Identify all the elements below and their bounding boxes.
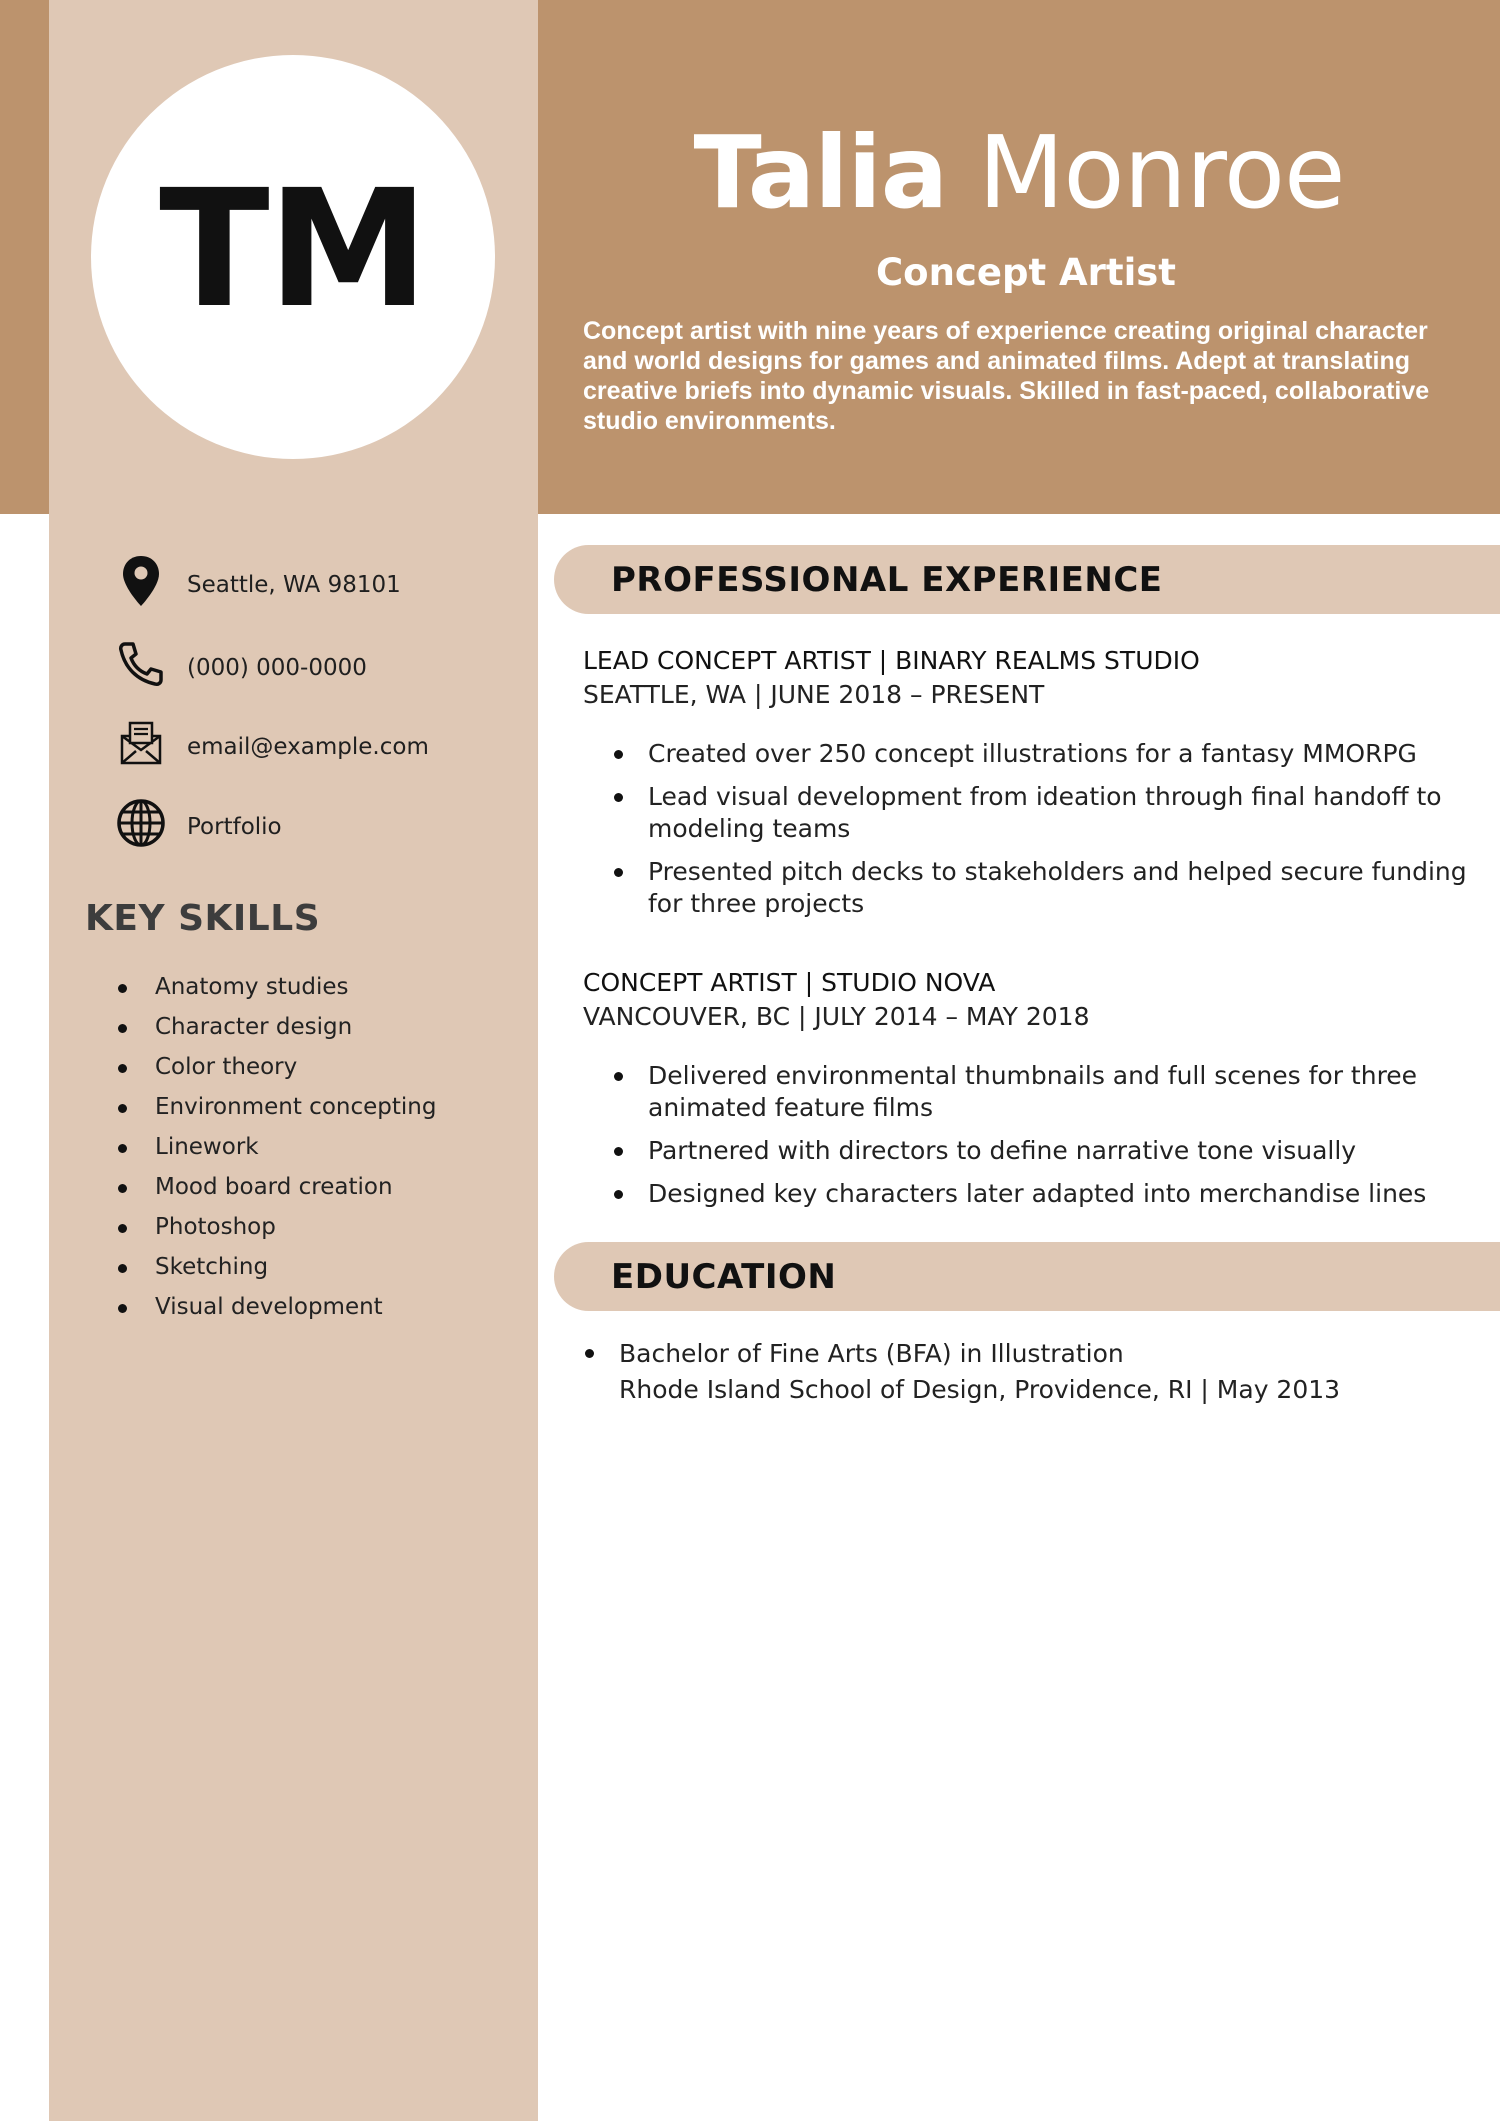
contact-email[interactable]: [115, 717, 515, 777]
skill-item: Anatomy studies: [115, 971, 436, 1011]
skills-heading: KEY SKILLS: [85, 898, 321, 939]
list-item: Created over 250 concept illustrations for a fantasy MMORPG: [612, 738, 1472, 770]
job-2-title: CONCEPT ARTIST | STUDIO NOVA: [583, 968, 996, 997]
job-2-bullets: [612, 1060, 1472, 1221]
contact-portfolio[interactable]: [115, 797, 515, 857]
job-1-bullets: [612, 738, 1472, 931]
education-heading: EDUCATION: [611, 1256, 837, 1297]
monogram-badge: [91, 55, 495, 459]
job-1-title: LEAD CONCEPT ARTIST | BINARY REALMS STUDIO: [583, 646, 1200, 675]
experience-section-header: [554, 545, 1500, 614]
profile-summary: Concept artist with nine years of experience creating original character and world designs for games and animated films. Adept at translating creative briefs into dynamic visuals. Skilled in fast-paced, collaborative studio environments.: [583, 317, 1430, 435]
monogram: TM: [159, 156, 427, 344]
job-title-headline: Concept Artist: [876, 251, 1176, 294]
job-2-meta: VANCOUVER, BC | JULY 2014 – MAY 2018: [583, 1002, 1090, 1031]
last-name: Monroe: [978, 114, 1345, 231]
candidate-name: [538, 114, 1500, 231]
location-pin-icon: [115, 555, 167, 607]
experience-heading: PROFESSIONAL EXPERIENCE: [611, 559, 1163, 600]
job-1-meta: SEATTLE, WA | JUNE 2018 – PRESENT: [583, 680, 1045, 709]
education-section-header: [554, 1242, 1500, 1311]
skill-item: Linework: [115, 1131, 436, 1171]
list-item: Delivered environmental thumbnails and full scenes for three animated feature films: [612, 1060, 1472, 1124]
envelope-icon: [115, 717, 167, 769]
skill-item: Environment concepting: [115, 1091, 436, 1131]
location-text: Seattle, WA 98101: [187, 572, 401, 598]
list-item: Presented pitch decks to stakeholders and helped secure funding for three projects: [612, 856, 1472, 920]
education-entry: [583, 1336, 1463, 1408]
skill-item: Color theory: [115, 1051, 436, 1091]
skill-item: Visual development: [115, 1291, 436, 1331]
contact-location: [115, 555, 515, 615]
list-item: Designed key characters later adapted into merchandise lines: [612, 1178, 1472, 1210]
skill-item: Mood board creation: [115, 1171, 436, 1211]
skills-list: [115, 971, 436, 1331]
skill-item: Photoshop: [115, 1211, 436, 1251]
email-link[interactable]: email@example.com: [187, 734, 429, 760]
list-item: Lead visual development from ideation through final handoff to modeling teams: [612, 781, 1472, 845]
degree: Bachelor of Fine Arts (BFA) in Illustration: [619, 1339, 1124, 1368]
list-item: Partnered with directors to define narrative tone visually: [612, 1135, 1472, 1167]
first-name: Talia: [693, 114, 948, 231]
phone-icon: [115, 638, 167, 690]
globe-icon: [115, 797, 167, 849]
skill-item: Character design: [115, 1011, 436, 1051]
skill-item: Sketching: [115, 1251, 436, 1291]
contact-phone: [115, 638, 515, 698]
school: Rhode Island School of Design, Providence, RI | May 2013: [619, 1375, 1341, 1404]
portfolio-link[interactable]: Portfolio: [187, 814, 282, 840]
phone-text: (000) 000-0000: [187, 655, 367, 681]
